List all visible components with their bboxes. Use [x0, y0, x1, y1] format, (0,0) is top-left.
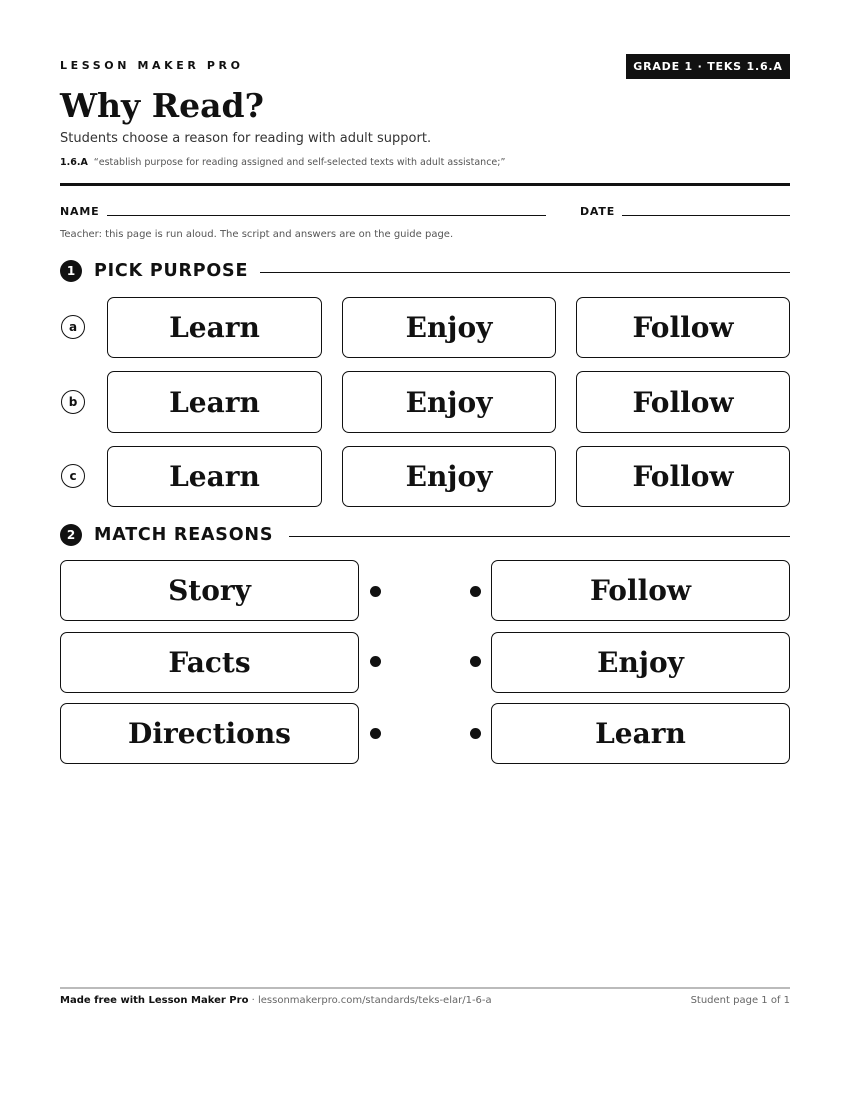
standard-code: 1.6.A: [60, 157, 88, 168]
option-learn-a[interactable]: Learn: [107, 297, 322, 358]
match-left-story[interactable]: Story: [60, 560, 359, 621]
match-dot-right-3[interactable]: [470, 728, 481, 739]
standard-text: “establish purpose for reading assigned and self-selected texts with adult assistance;”: [93, 157, 506, 168]
match-right-learn[interactable]: Learn: [491, 703, 790, 764]
section-2-title: MATCH REASONS: [94, 525, 274, 545]
row-label-c: c: [61, 464, 85, 488]
match-dot-left-2[interactable]: [370, 656, 381, 667]
footer-divider: [60, 987, 790, 989]
match-right-follow[interactable]: Follow: [491, 560, 790, 621]
name-label: NAME: [60, 205, 100, 218]
option-follow-b[interactable]: Follow: [576, 371, 790, 433]
date-label: DATE: [580, 205, 616, 218]
section-1-title: PICK PURPOSE: [94, 261, 249, 281]
section-2-number: 2: [60, 524, 82, 546]
standard-line: [60, 157, 505, 168]
option-enjoy-a[interactable]: Enjoy: [342, 297, 556, 358]
row-label-b: b: [61, 390, 85, 414]
option-follow-c[interactable]: Follow: [576, 446, 790, 507]
match-dot-right-2[interactable]: [470, 656, 481, 667]
section-1-header: [60, 260, 248, 282]
section-1-number: 1: [60, 260, 82, 282]
option-learn-b[interactable]: Learn: [107, 371, 322, 433]
match-left-directions[interactable]: Directions: [60, 703, 359, 764]
section-2-rule: [289, 536, 790, 537]
footer-url: · lessonmakerpro.com/standards/teks-elar/1-6-a: [248, 995, 492, 1006]
name-field[interactable]: [107, 215, 546, 216]
footer-page-number: Student page 1 of 1: [690, 995, 790, 1006]
brand-name: LESSON MAKER PRO: [60, 59, 244, 72]
page-title: Why Read?: [60, 86, 264, 125]
option-enjoy-c[interactable]: Enjoy: [342, 446, 556, 507]
option-enjoy-b[interactable]: Enjoy: [342, 371, 556, 433]
date-field[interactable]: [622, 215, 790, 216]
match-right-enjoy[interactable]: Enjoy: [491, 632, 790, 693]
page-subtitle: Students choose a reason for reading with adult support.: [60, 131, 432, 146]
teacher-note: Teacher: this page is run aloud. The script and answers are on the guide page.: [60, 229, 454, 240]
match-left-facts[interactable]: Facts: [60, 632, 359, 693]
option-follow-a[interactable]: Follow: [576, 297, 790, 358]
option-learn-c[interactable]: Learn: [107, 446, 322, 507]
section-2-header: [60, 524, 273, 546]
row-label-a: a: [61, 315, 85, 339]
match-dot-left-1[interactable]: [370, 586, 381, 597]
footer-made-with: Made free with Lesson Maker Pro: [60, 995, 249, 1006]
header-divider: [60, 183, 790, 186]
grade-badge: GRADE 1 · TEKS 1.6.A: [626, 54, 790, 79]
match-dot-left-3[interactable]: [370, 728, 381, 739]
footer-credit: [60, 995, 492, 1006]
match-dot-right-1[interactable]: [470, 586, 481, 597]
section-1-rule: [260, 272, 790, 273]
